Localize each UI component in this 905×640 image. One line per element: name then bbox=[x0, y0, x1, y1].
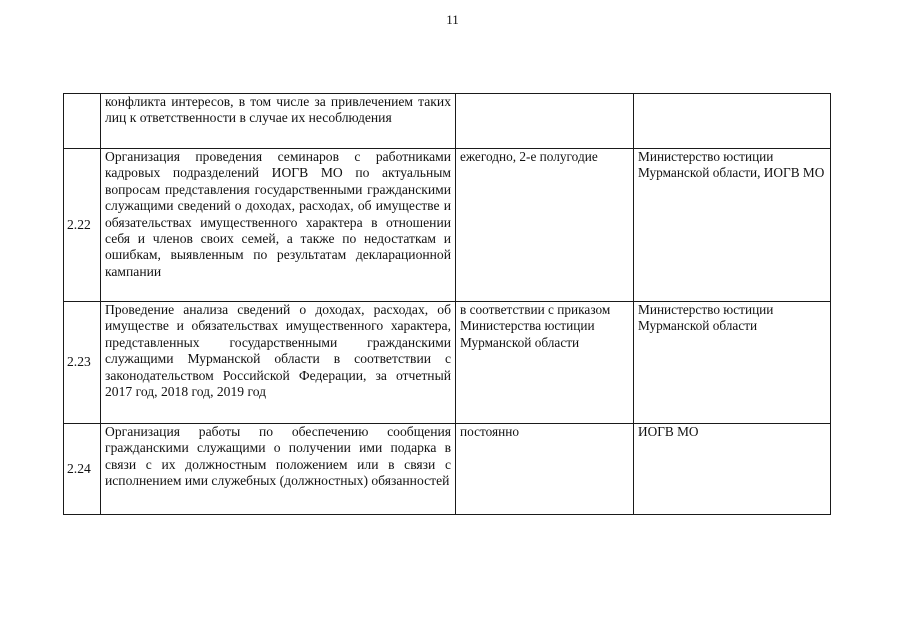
measure-description: Организация работы по обеспечению сообщения гражданскими служащими о получении ими подарка в связи с их должностным положением или в связи с исполнением ими служебных (должностных) обязанностей bbox=[101, 424, 456, 515]
table-row bbox=[64, 149, 831, 302]
table-row bbox=[64, 94, 831, 149]
measure-term: в соответствии с приказом Министерства юстиции Мурманской области bbox=[456, 302, 634, 424]
measure-term: постоянно bbox=[456, 424, 634, 515]
measure-description: Организация проведения семинаров с работниками кадровых подразделений ИОГВ МО по актуальным вопросам представления государственными гражданскими служащими сведений о доходах, расходах, об имуществе и обязательствах имущественного характера в отношении себя и членов своих семей, а также по недостаткам и ошибкам, выявленным по результатам декларационной кампании bbox=[101, 149, 456, 302]
row-number: 2.24 bbox=[64, 424, 101, 515]
measures-table bbox=[63, 93, 831, 515]
table-row bbox=[64, 424, 831, 515]
measure-responsible: Министерство юстиции Мурманской области, ИОГВ МО bbox=[634, 149, 831, 302]
measure-responsible bbox=[634, 94, 831, 149]
row-number: 2.22 bbox=[64, 149, 101, 302]
row-number: 2.23 bbox=[64, 302, 101, 424]
measure-responsible: ИОГВ МО bbox=[634, 424, 831, 515]
table-row bbox=[64, 302, 831, 424]
row-number bbox=[64, 94, 101, 149]
measure-term: ежегодно, 2-е полугодие bbox=[456, 149, 634, 302]
measure-description: Проведение анализа сведений о доходах, расходах, об имуществе и обязательствах имущественного характера, представленных государственными гражданскими служащими Мурманской области в соответствии с законодательством Российской Федерации, за отчетный 2017 год, 2018 год, 2019 год bbox=[101, 302, 456, 424]
measure-responsible: Министерство юстиции Мурманской области bbox=[634, 302, 831, 424]
page-number: 11 bbox=[446, 12, 459, 27]
measure-description: конфликта интересов, в том числе за привлечением таких лиц к ответственности в случае их несоблюдения bbox=[101, 94, 456, 149]
measure-term bbox=[456, 94, 634, 149]
